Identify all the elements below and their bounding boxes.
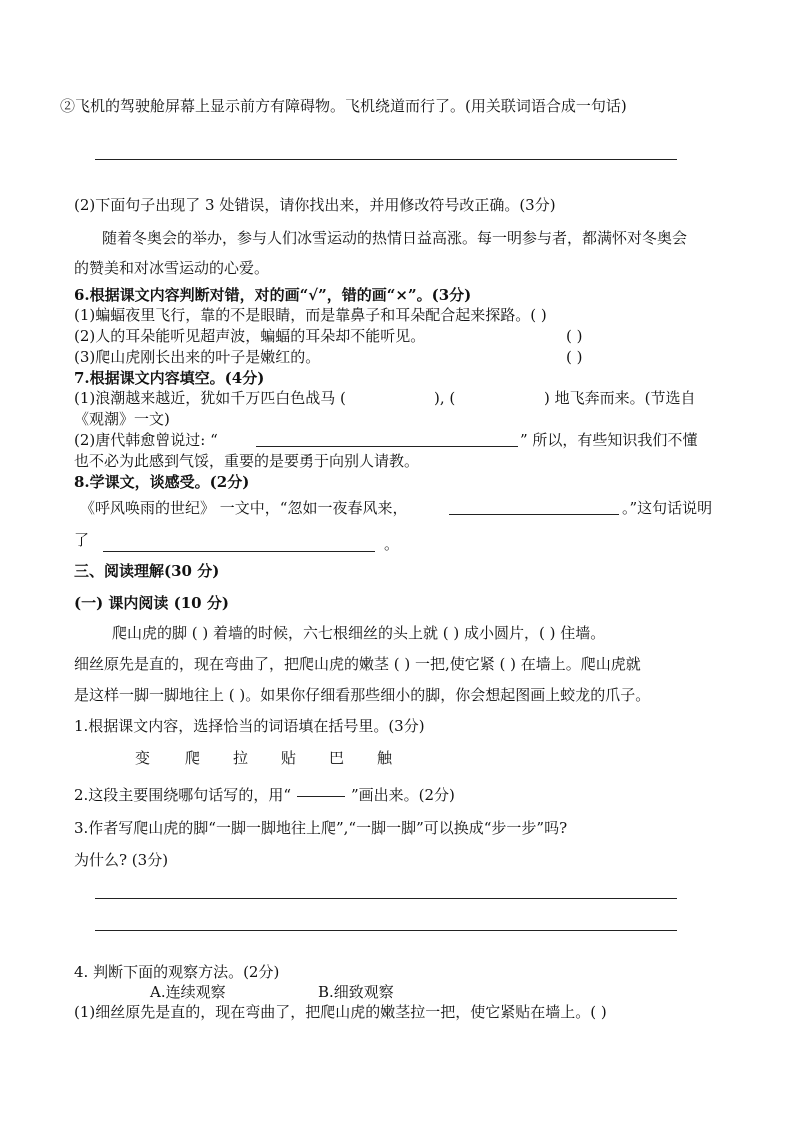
section-heading: 8.学课文，谈感受。(2分) [74, 473, 250, 491]
answer-bracket: ( ) [566, 348, 583, 366]
question-line: (2)下面句子出现了 3 处错误，请你找出来，并用修改符号改正确。(3分) [74, 196, 556, 214]
answer-line [95, 930, 677, 931]
option-b: B.细致观察 [318, 983, 394, 1001]
option-a: A.连续观察 [150, 983, 226, 1001]
passage-line: 细丝原先是直的，现在弯曲了，把爬山虎的嫩茎 ( ) 一把,使它紧 ( ) 在墙上。爬山虎就 [74, 655, 641, 673]
question-line: 3.作者写爬山虎的脚“一脚一脚地往上爬”,“一脚一脚”可以换成“步一步”吗? [74, 819, 568, 837]
question-line: 4. 判断下面的观察方法。(2分) [74, 963, 280, 981]
question-line: ), ( [434, 389, 456, 407]
question-line: (2)唐代韩愈曾说过: “ [74, 431, 218, 449]
question-text: 2.这段主要围绕哪句话写的，用“ [74, 786, 291, 804]
question-line: 《呼风唤雨的世纪》 一文中，“忽如一夜春风来， [80, 499, 408, 517]
underline-sample [297, 796, 345, 797]
answer-line [449, 514, 619, 515]
section-heading: 7.根据课文内容填空。(4分) [74, 369, 265, 387]
question-line: 。”这句话说明 [622, 499, 713, 517]
question-line: (3)爬山虎刚长出来的叶子是嫩红的。 [74, 348, 321, 366]
question-line: ) 地飞奔而来。(节选自 [544, 389, 696, 407]
question-line: 了 [74, 531, 90, 549]
question-line: (2)人的耳朵能听见超声波，蝙蝠的耳朵却不能听见。 [74, 327, 426, 345]
passage-line: 是这样一脚一脚地往上 ( )。如果你仔细看那些细小的脚，你会想起图画上蛟龙的爪子。 [74, 686, 651, 704]
question-line: ” 所以，有些知识我们不懂 [520, 431, 698, 449]
question-line: 1.根据课文内容，选择恰当的词语填在括号里。(3分) [74, 717, 425, 735]
answer-line [95, 898, 677, 899]
word-choice: 拉 [233, 749, 249, 767]
subsection-heading: (一) 课内阅读 (10 分) [74, 594, 229, 612]
answer-line [256, 446, 518, 447]
question-line: (1)细丝原先是直的，现在弯曲了，把爬山虎的嫩茎拉一把，使它紧贴在墙上。( ) [74, 1003, 607, 1021]
answer-bracket: ( ) [566, 327, 583, 345]
word-choice: 贴 [281, 749, 297, 767]
section-heading: 6.根据课文内容判断对错，对的画“√”，错的画“×”。(3分) [74, 286, 472, 304]
word-choice: 爬 [185, 749, 201, 767]
section-heading: 三、阅读理解(30 分) [74, 562, 220, 580]
question-text: ”画出来。(2分) [350, 786, 455, 804]
answer-line [103, 551, 375, 552]
question-line [74, 785, 455, 805]
answer-line [95, 159, 677, 160]
question-line: 。 [384, 535, 400, 553]
word-choice: 变 [135, 749, 151, 767]
word-choice: 巴 [329, 749, 345, 767]
question-line: 的赞美和对冰雪运动的心爱。 [74, 259, 270, 277]
question-line: 随着冬奥会的举办，参与人们冰雪运动的热情日益高涨。每一明参与者，都满怀对冬奥会 [102, 229, 688, 247]
passage-line: 爬山虎的脚 ( ) 着墙的时候，六七根细丝的头上就 ( ) 成小圆片，( ) 住墙。 [112, 624, 606, 642]
question-line: ②飞机的驾驶舱屏幕上显示前方有障碍物。飞机绕道而行了。(用关联词语合成一句话) [60, 97, 627, 115]
question-line: (1)蝙蝠夜里飞行，靠的不是眼睛，而是靠鼻子和耳朵配合起来探路。( ) [74, 306, 547, 324]
question-line: 《观潮》一文) [74, 410, 170, 428]
question-line: (1)浪潮越来越近，犹如千万匹白色战马 ( [74, 389, 346, 407]
question-line: 也不必为此感到气馁，重要的是要勇于向别人请教。 [74, 452, 420, 470]
word-choice: 触 [377, 749, 393, 767]
question-line: 为什么? (3分) [74, 851, 169, 869]
